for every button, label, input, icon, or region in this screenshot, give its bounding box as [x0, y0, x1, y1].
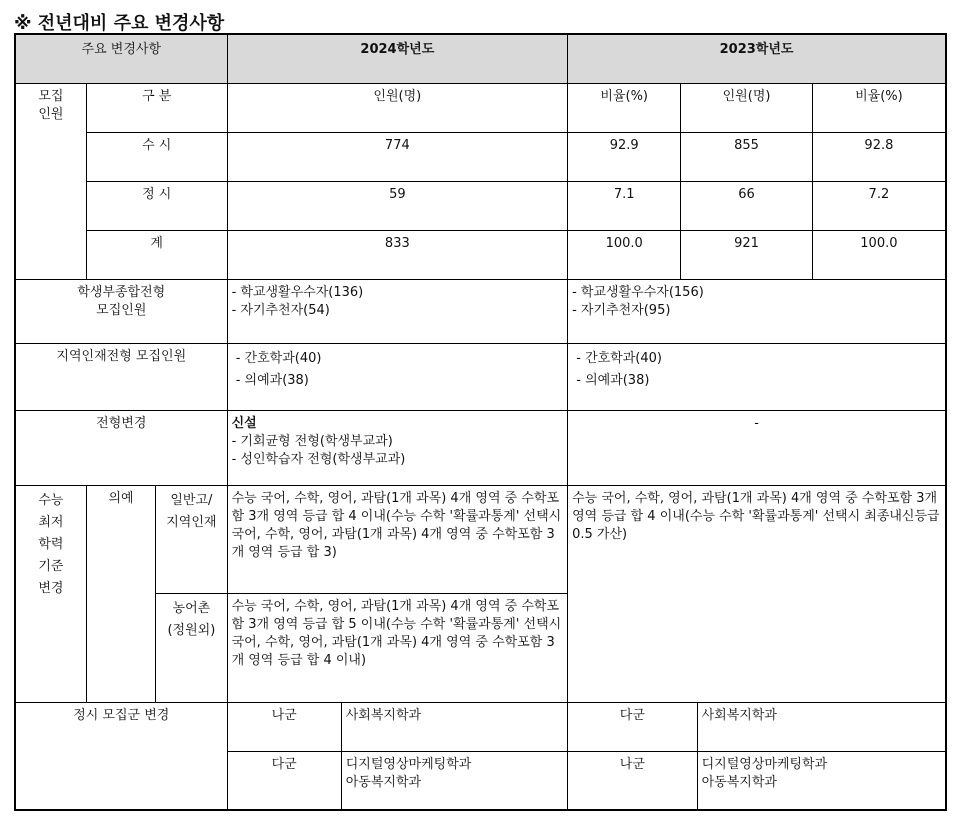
comprehensive-label-line2: 모집인원 — [96, 302, 147, 318]
jeongsi-row-1 — [15, 702, 946, 751]
page-title: ※ 전년대비 주요 변경사항 — [14, 13, 225, 34]
header-main-changes: 주요 변경사항 — [15, 34, 227, 83]
ratio-2024: 100.0 — [568, 230, 681, 279]
dept-2024: 디지털영상마케팅학과 아동복지학과 — [341, 751, 567, 810]
group-2024: 다군 — [227, 751, 341, 810]
row-name: 계 — [86, 230, 227, 279]
list-item: - 학교생활우수자(156) — [572, 284, 704, 300]
changes-table — [14, 33, 947, 811]
list-item: - 자기추천자(54) — [231, 302, 330, 318]
comprehensive-row — [15, 279, 946, 343]
table-row — [15, 230, 946, 279]
list-item: - 자기추천자(95) — [572, 302, 671, 318]
change-row — [15, 410, 946, 485]
list-item: - 의예과(38) — [572, 372, 650, 388]
ratio-2023: 100.0 — [812, 230, 946, 279]
regional-2023 — [568, 343, 946, 410]
ratio-2024-header: 비율(%) — [568, 83, 681, 132]
header-row — [15, 34, 946, 83]
table-row — [15, 132, 946, 181]
count-2024: 833 — [227, 230, 568, 279]
list-item: - 기회균형 전형(학생부교과) — [231, 433, 393, 449]
count-2023: 921 — [681, 230, 813, 279]
dept-2023: 디지털영상마케팅학과 아동복지학과 — [697, 751, 946, 810]
csat-dept: 의예 — [86, 485, 155, 702]
csat-sub-rural: 농어촌 (정원외) — [156, 593, 227, 702]
list-item: - 간호학과(40) — [572, 350, 662, 366]
comprehensive-label-line1: 학생부종합전형 — [77, 284, 166, 300]
count-2023-header: 인원(명) — [681, 83, 813, 132]
csat-row-general — [15, 485, 946, 593]
header-2023: 2023학년도 — [568, 34, 946, 83]
changes-table-wrapper — [14, 33, 947, 811]
change-label: 전형변경 — [15, 410, 227, 485]
jeongsi-label: 정시 모집군 변경 — [15, 702, 227, 810]
csat-sub-general: 일반고/ 지역인재 — [156, 485, 227, 593]
recruit-label: 모집 인원 — [15, 83, 86, 279]
dept-2024: 사회복지학과 — [341, 702, 567, 751]
ratio-2023: 92.8 — [812, 132, 946, 181]
comprehensive-2024 — [227, 279, 568, 343]
regional-row — [15, 343, 946, 410]
count-2023: 855 — [681, 132, 813, 181]
comprehensive-2023 — [568, 279, 946, 343]
list-item: - 학교생활우수자(136) — [231, 284, 364, 300]
recruit-head-row — [15, 83, 946, 132]
row-name: 수 시 — [86, 132, 227, 181]
ratio-2023: 7.2 — [812, 181, 946, 230]
csat-general-2024: 수능 국어, 수학, 영어, 과탐(1개 과목) 4개 영역 중 수학포함 3개 영역 등급 합 4 이내(수능 수학 '확률과통계' 선택시 국어, 수학, 영어, 과탐(1개 과목) 4개 영역 중 수학포함 3개 영역 등급 합 3) — [227, 485, 568, 593]
new-label: 신설 — [231, 415, 257, 431]
count-2024: 774 — [227, 132, 568, 181]
count-2024-header: 인원(명) — [227, 83, 568, 132]
regional-2024 — [227, 343, 568, 410]
csat-2023: 수능 국어, 수학, 영어, 과탐(1개 과목) 4개 영역 중 수학포함 3개 영역 등급 합 4 이내(수능 수학 '확률과통계' 선택시 최종내신등급 0.5 가산) — [568, 485, 946, 702]
csat-label: 수능 최저 학력 기준 변경 — [15, 485, 86, 702]
group-2023: 다군 — [568, 702, 697, 751]
ratio-2024: 92.9 — [568, 132, 681, 181]
dept-2023: 사회복지학과 — [697, 702, 946, 751]
change-2024 — [227, 410, 568, 485]
ratio-2023-header: 비율(%) — [812, 83, 946, 132]
group-2024: 나군 — [227, 702, 341, 751]
list-item: - 간호학과(40) — [231, 350, 322, 366]
csat-rural-2024: 수능 국어, 수학, 영어, 과탐(1개 과목) 4개 영역 중 수학포함 3개 영역 등급 합 5 이내(수능 수학 '확률과통계' 선택시 국어, 수학, 영어, 과탐(1개 과목) 4개 영역 중 수학포함 3개 영역 등급 합 4 이내) — [227, 593, 568, 702]
group-2023: 나군 — [568, 751, 697, 810]
regional-label: 지역인재전형 모집인원 — [15, 343, 227, 410]
change-2023: - — [568, 410, 946, 485]
comprehensive-label — [15, 279, 227, 343]
header-2024: 2024학년도 — [227, 34, 568, 83]
count-2023: 66 — [681, 181, 813, 230]
gubun-header: 구 분 — [86, 83, 227, 132]
list-item: - 성인학습자 전형(학생부교과) — [231, 451, 406, 467]
list-item: - 의예과(38) — [231, 372, 309, 388]
row-name: 정 시 — [86, 181, 227, 230]
count-2024: 59 — [227, 181, 568, 230]
ratio-2024: 7.1 — [568, 181, 681, 230]
table-row — [15, 181, 946, 230]
